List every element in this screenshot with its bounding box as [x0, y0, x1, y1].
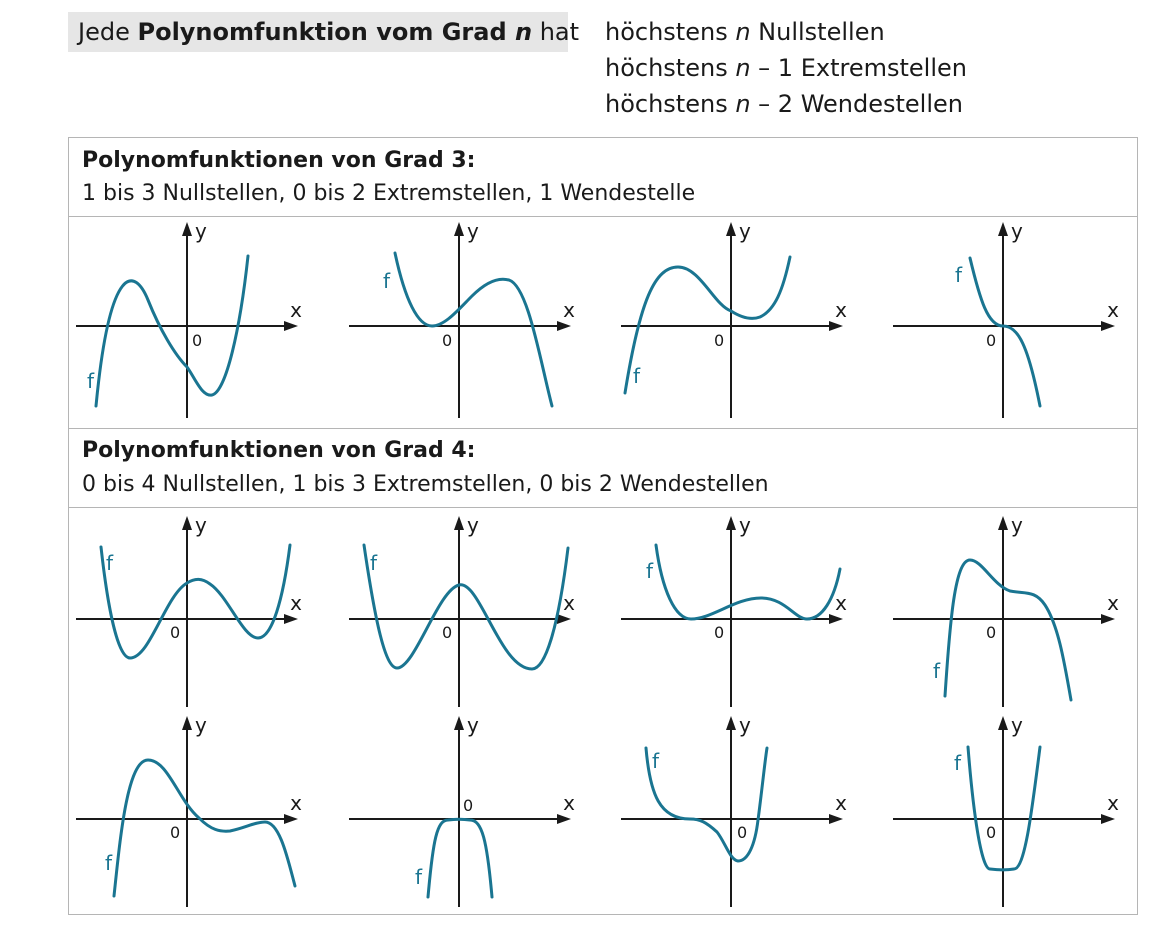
y-axis-arrow-12 [998, 716, 1008, 730]
rule-zeros: höchstens n Nullstellen [605, 18, 885, 46]
y-axis-label-12: y [1011, 713, 1023, 737]
origin-label-3: 0 [714, 331, 725, 350]
y-axis-label-5: y [195, 513, 207, 537]
x-axis-label-8: x [1107, 591, 1119, 615]
origin-label-8: 0 [986, 623, 997, 642]
function-label-10: f [415, 865, 423, 889]
y-axis-label-6: y [467, 513, 479, 537]
x-axis-label-1: x [290, 298, 302, 322]
y-axis-label-8: y [1011, 513, 1023, 537]
x-axis-label-7: x [835, 591, 847, 615]
section-desc-degree4: 0 bis 4 Nullstellen, 1 bis 3 Extremstellen, 0 bis 2 Wendestellen [82, 472, 769, 497]
y-axis-arrow-3 [726, 222, 736, 236]
y-axis-label-7: y [739, 513, 751, 537]
origin-label-4: 0 [986, 331, 997, 350]
x-axis-label-10: x [563, 791, 575, 815]
function-curve-1 [96, 256, 248, 406]
x-axis-arrow-7 [829, 614, 843, 624]
x-axis-label-6: x [563, 591, 575, 615]
y-axis-label-2: y [467, 219, 479, 243]
y-axis-label-11: y [739, 713, 751, 737]
x-axis-arrow-11 [829, 814, 843, 824]
y-axis-arrow-6 [454, 516, 464, 530]
y-axis-label-1: y [195, 219, 207, 243]
x-axis-arrow-6 [557, 614, 571, 624]
x-axis-label-2: x [563, 298, 575, 322]
x-axis-label-4: x [1107, 298, 1119, 322]
rule-extrema: höchstens n – 1 Extremstellen [605, 54, 967, 82]
y-axis-arrow-4 [998, 222, 1008, 236]
y-axis-arrow-1 [182, 222, 192, 236]
origin-label-5: 0 [170, 623, 181, 642]
function-label-1: f [87, 369, 95, 393]
x-axis-arrow-2 [557, 321, 571, 331]
function-curve-9 [114, 760, 295, 896]
y-axis-arrow-7 [726, 516, 736, 530]
function-curve-7 [656, 545, 840, 619]
y-axis-arrow-8 [998, 516, 1008, 530]
x-axis-arrow-3 [829, 321, 843, 331]
function-label-3: f [633, 364, 641, 388]
function-label-6: f [370, 551, 378, 575]
x-axis-arrow-12 [1101, 814, 1115, 824]
function-curve-6 [364, 545, 568, 669]
function-curve-11 [646, 748, 767, 861]
intro-statement: Jede Polynomfunktion vom Grad n hat [78, 18, 580, 46]
origin-label-12: 0 [986, 823, 997, 842]
x-axis-arrow-1 [284, 321, 298, 331]
x-axis-arrow-4 [1101, 321, 1115, 331]
function-label-12: f [954, 751, 962, 775]
origin-label-2: 0 [442, 331, 453, 350]
y-axis-label-4: y [1011, 219, 1023, 243]
x-axis-label-9: x [290, 791, 302, 815]
x-axis-arrow-5 [284, 614, 298, 624]
origin-label-6: 0 [442, 623, 453, 642]
function-curve-4 [970, 258, 1040, 406]
function-label-11: f [652, 749, 660, 773]
x-axis-label-12: x [1107, 791, 1119, 815]
function-label-7: f [646, 559, 654, 583]
function-curve-8 [945, 560, 1071, 700]
function-label-2: f [383, 269, 391, 293]
y-axis-arrow-9 [182, 716, 192, 730]
function-label-8: f [933, 659, 941, 683]
origin-label-7: 0 [714, 623, 725, 642]
section-title-degree4: Polynomfunktionen von Grad 4: [82, 438, 476, 463]
section-title-degree3: Polynomfunktionen von Grad 3: [82, 148, 476, 173]
y-axis-arrow-5 [182, 516, 192, 530]
function-label-9: f [105, 851, 113, 875]
rule-inflection: höchstens n – 2 Wendestellen [605, 90, 963, 118]
y-axis-arrow-10 [454, 716, 464, 730]
y-axis-arrow-11 [726, 716, 736, 730]
origin-label-11: 0 [737, 823, 748, 842]
x-axis-label-5: x [290, 591, 302, 615]
x-axis-label-3: x [835, 298, 847, 322]
x-axis-arrow-10 [557, 814, 571, 824]
origin-label-10: 0 [463, 796, 474, 815]
function-curve-5 [101, 545, 290, 658]
y-axis-arrow-2 [454, 222, 464, 236]
y-axis-label-3: y [739, 219, 751, 243]
origin-label-9: 0 [170, 823, 181, 842]
function-curve-2 [395, 253, 552, 406]
section-desc-degree3: 1 bis 3 Nullstellen, 0 bis 2 Extremstellen, 1 Wendestelle [82, 181, 696, 206]
origin-label-1: 0 [192, 331, 203, 350]
y-axis-label-9: y [195, 713, 207, 737]
x-axis-label-11: x [835, 791, 847, 815]
x-axis-arrow-9 [284, 814, 298, 824]
function-label-5: f [106, 551, 114, 575]
function-label-4: f [955, 263, 963, 287]
x-axis-arrow-8 [1101, 614, 1115, 624]
y-axis-label-10: y [467, 713, 479, 737]
